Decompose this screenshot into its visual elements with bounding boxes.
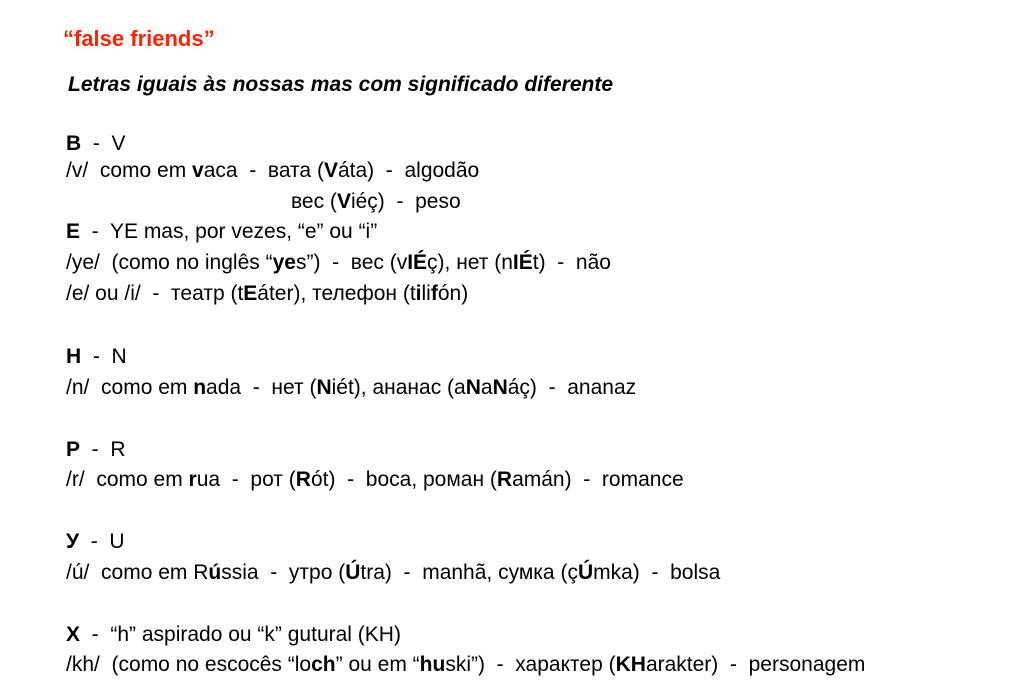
bold-text: KH	[615, 653, 646, 676]
header-text: - “h” aspirado ou “k” gutural (KH)	[80, 623, 401, 646]
bold-text: ú	[208, 561, 222, 584]
text: ót) - boca, роман (	[310, 468, 497, 491]
section-u-header	[66, 529, 125, 555]
bold-text: hu	[419, 653, 446, 676]
header-text: - R	[80, 438, 126, 461]
section-b-line-1	[66, 158, 479, 184]
bold-text: Ú	[345, 561, 361, 584]
header-text: - N	[81, 345, 127, 368]
section-e-line-2	[66, 281, 468, 307]
section-u-line-1	[66, 560, 720, 586]
bold-text: v	[192, 159, 204, 182]
section-x-header	[66, 622, 401, 648]
header-letter: E	[66, 220, 81, 243]
text: ” ou em “	[335, 653, 420, 676]
text: iéç) - peso	[350, 190, 461, 213]
text: arakter) - personagem	[645, 653, 866, 676]
section-b-line-2	[291, 189, 461, 215]
bold-text: N	[465, 376, 481, 399]
text: tra) - manhã, сумка (ç	[360, 561, 578, 584]
bold-text: E	[243, 282, 258, 305]
text: вес (	[291, 190, 337, 213]
text: iét), ананас (a	[331, 376, 466, 399]
bold-text: V	[336, 190, 351, 213]
section-h-header	[66, 344, 127, 370]
page-title: “false friends”	[63, 26, 215, 51]
text: /r/ como em	[66, 468, 189, 491]
section-h-line-1	[66, 375, 636, 401]
text: áç) - ananaz	[507, 376, 637, 399]
header-letter: P	[66, 438, 81, 461]
bold-text: N	[492, 376, 508, 399]
section-p-header	[66, 437, 126, 463]
text: /n/ como em	[66, 376, 194, 399]
text: /kh/ (como no escocês “lo	[66, 653, 312, 676]
bold-text: N	[316, 376, 332, 399]
text: ón)	[437, 282, 469, 305]
text: ssia - утро (	[221, 561, 346, 584]
text: ç), нет (n	[427, 251, 513, 274]
text: /e/ ou /i/ - театр (t	[66, 282, 244, 305]
section-x-line-1	[66, 652, 865, 678]
bold-text: f	[430, 282, 438, 305]
text: ua - рот (	[196, 468, 296, 491]
text: aca - вата (	[203, 159, 324, 182]
text: ada - нет (	[206, 376, 317, 399]
bold-text: R	[295, 468, 311, 491]
bold-text: R	[496, 468, 513, 491]
text: /ye/ (como no inglês “	[66, 251, 273, 274]
text: áter), телефон (t	[257, 282, 416, 305]
section-e-header	[66, 219, 377, 245]
section-b-header	[66, 131, 126, 157]
bold-text: n	[193, 376, 207, 399]
bold-text: ye	[272, 251, 296, 274]
text: a	[480, 376, 493, 399]
bold-text: IÉ	[407, 251, 428, 274]
bold-text: IÉ	[512, 251, 533, 274]
text: s”) - вес (v	[295, 251, 408, 274]
bold-text: V	[323, 159, 338, 182]
text: amán) - romance	[512, 468, 684, 491]
header-letter: X	[66, 623, 81, 646]
bold-text: i	[415, 282, 422, 305]
bold-text: Ú	[577, 561, 594, 584]
section-e-line-1	[66, 250, 611, 276]
header-text: - YE mas, por vezes, “e” ou “i”	[80, 220, 378, 243]
header-letter: B	[66, 132, 82, 155]
text: li	[421, 282, 431, 305]
text: /ú/ como em R	[66, 561, 209, 584]
text: áta) - algodão	[337, 159, 480, 182]
header-letter: У	[66, 530, 80, 553]
section-p-line-1	[66, 467, 684, 493]
header-letter: H	[66, 345, 82, 368]
text: t) - não	[532, 251, 611, 274]
bold-text: ch	[311, 653, 336, 676]
text: /v/ como em	[66, 159, 193, 182]
bold-text: r	[188, 468, 197, 491]
header-text: - U	[79, 530, 125, 553]
subtitle: Letras iguais às nossas mas com significado diferente	[68, 73, 614, 96]
text: mka) - bolsa	[593, 561, 721, 584]
text: ski”) - характер (	[445, 653, 616, 676]
header-text: - V	[81, 132, 126, 155]
